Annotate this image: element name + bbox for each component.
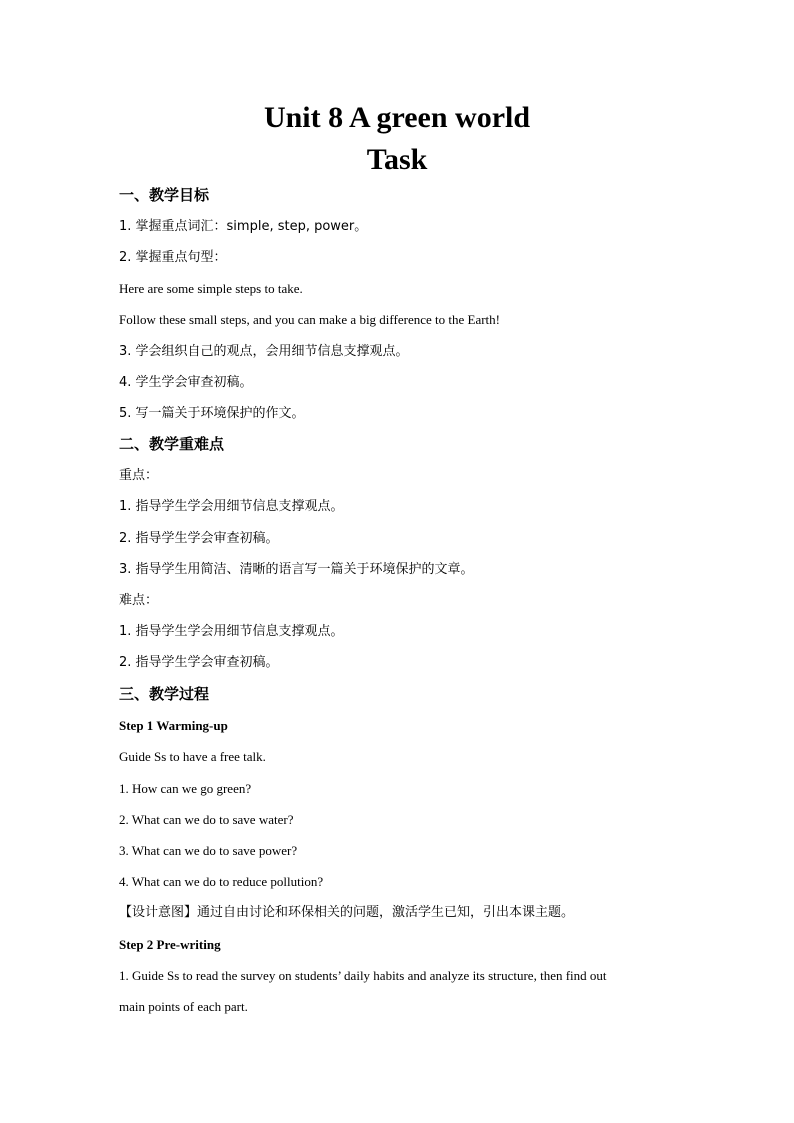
step2-title: Step 2 Pre-writing xyxy=(119,937,221,952)
step2-line-1: 1. Guide Ss to read the survey on students’ daily habits and analyze its structure, then find out xyxy=(119,968,607,983)
step1-question-2: 2. What can we do to save water? xyxy=(119,812,294,827)
step1-question-1: 1. How can we go green? xyxy=(119,781,252,796)
section2-heading: 二、教学重难点 xyxy=(119,435,225,453)
key-point-3: 3. 指导学生用简洁、清晰的语言写一篇关于环境保护的文章。 xyxy=(119,562,474,577)
key-point-1: 1. 指导学生学会用细节信息支撑观点。 xyxy=(119,499,344,514)
difficult-point-1: 1. 指导学生学会用细节信息支撑观点。 xyxy=(119,624,344,639)
difficult-points-label: 难点： xyxy=(119,593,159,608)
section1-item-5: 3. 学会组织自己的观点，会用细节信息支撑观点。 xyxy=(119,344,409,359)
step1-question-3: 3. What can we do to save power? xyxy=(119,843,298,858)
section1-item-1: 1. 掌握重点词汇：simple, step, power。 xyxy=(119,219,368,234)
step1-intro: Guide Ss to have a free talk. xyxy=(119,749,266,764)
section1-item-6: 4. 学生学会审查初稿。 xyxy=(119,375,253,390)
title-line-1: Unit 8 A green world xyxy=(263,101,531,134)
section3-heading: 三、教学过程 xyxy=(119,685,210,703)
key-points-label: 重点： xyxy=(119,468,159,483)
title-line-2: Task xyxy=(366,143,428,176)
section1-heading: 一、教学目标 xyxy=(119,186,210,204)
difficult-point-2: 2. 指导学生学会审查初稿。 xyxy=(119,655,279,670)
key-point-2: 2. 指导学生学会审查初稿。 xyxy=(119,531,279,546)
section1-item-4: Follow these small steps, and you can make a big difference to the Earth! xyxy=(119,312,500,327)
section1-item-7: 5. 写一篇关于环境保护的作文。 xyxy=(119,406,305,421)
step1-title: Step 1 Warming-up xyxy=(119,718,228,733)
step2-line-2: main points of each part. xyxy=(119,999,248,1014)
section1-item-3: Here are some simple steps to take. xyxy=(119,281,303,296)
step1-question-4: 4. What can we do to reduce pollution? xyxy=(119,874,324,889)
section1-item-2: 2. 掌握重点句型： xyxy=(119,250,227,265)
step1-design-intent: 【设计意图】通过自由讨论和环保相关的问题，激活学生已知，引出本课主题。 xyxy=(119,905,575,920)
